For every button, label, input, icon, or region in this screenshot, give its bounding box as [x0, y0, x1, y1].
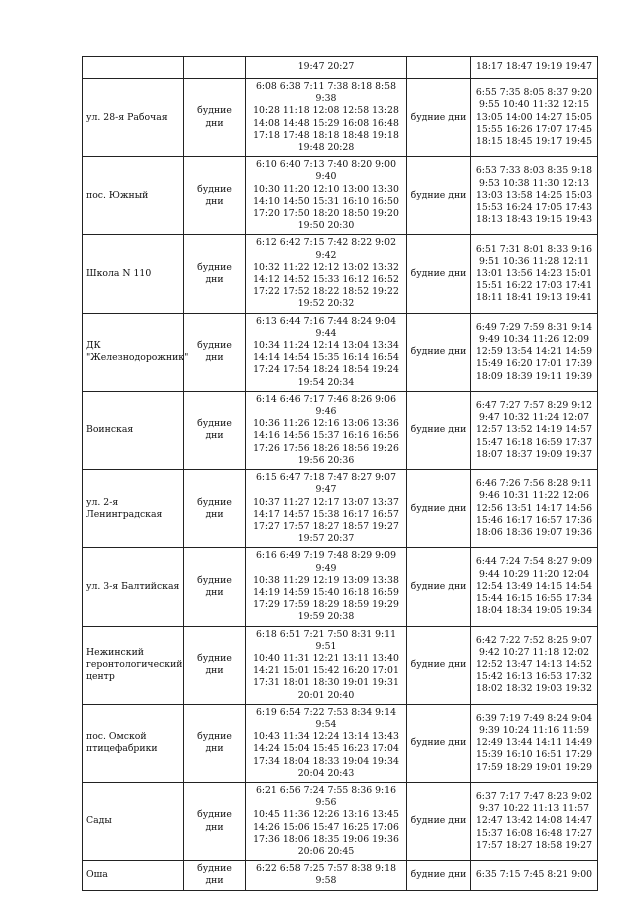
stop-name-cell: Оша [83, 861, 184, 890]
stop-name-cell: пос. Южный [83, 157, 184, 235]
schedule-body [83, 57, 598, 891]
table-row [83, 57, 598, 79]
departure-times-cell: 6:13 6:44 7:16 7:44 8:24 9:04 9:44 10:34 11:24 12:14 13:04 13:34 14:14 14:54 15:35 16:14 16:54 17:24 17:54 18:24 18:54 19:24 19:54 20:34 [246, 313, 407, 391]
day-type-cell: будние дни [407, 626, 471, 704]
day-type-cell: будние дни [184, 79, 246, 157]
departure-times-cell: 6:15 6:47 7:18 7:47 8:27 9:07 9:47 10:37 11:27 12:17 13:07 13:37 14:17 14:57 15:38 16:17 16:57 17:27 17:57 18:27 18:57 19:27 19:57 20:37 [246, 470, 407, 548]
return-times-cell: 6:44 7:24 7:54 8:27 9:09 9:44 10:29 11:20 12:04 12:54 13:49 14:15 14:54 15:44 16:15 16:55 17:34 18:04 18:34 19:05 19:34 [471, 548, 598, 626]
stop-name-cell: Воинская [83, 391, 184, 469]
stop-name-cell: пос. Омской птицефабрики [83, 704, 184, 782]
bus-schedule-table [82, 56, 598, 891]
return-times-cell: 6:35 7:15 7:45 8:21 9:00 [471, 861, 598, 890]
departure-times-cell: 19:47 20:27 [246, 57, 407, 79]
departure-times-cell: 6:12 6:42 7:15 7:42 8:22 9:02 9:42 10:32 11:22 12:12 13:02 13:32 14:12 14:52 15:33 16:12 16:52 17:22 17:52 18:22 18:52 19:22 19:52 20:32 [246, 235, 407, 313]
table-row [83, 704, 598, 782]
table-row [83, 470, 598, 548]
day-type-cell: будние дни [407, 548, 471, 626]
day-type-cell: будние дни [184, 313, 246, 391]
day-type-cell: будние дни [407, 391, 471, 469]
day-type-cell: будние дни [407, 157, 471, 235]
table-row [83, 235, 598, 313]
day-type-cell: будние дни [184, 861, 246, 890]
day-type-cell: будние дни [184, 548, 246, 626]
day-type-cell: будние дни [184, 157, 246, 235]
day-type-cell: будние дни [184, 391, 246, 469]
day-type-cell: будние дни [184, 470, 246, 548]
departure-times-cell: 6:14 6:46 7:17 7:46 8:26 9:06 9:46 10:36 11:26 12:16 13:06 13:36 14:16 14:56 15:37 16:16 16:56 17:26 17:56 18:26 18:56 19:26 19:56 20:36 [246, 391, 407, 469]
stop-name-cell: Нежинский геронтологический центр [83, 626, 184, 704]
day-type-cell: будние дни [407, 782, 471, 860]
table-row [83, 79, 598, 157]
return-times-cell: 6:46 7:26 7:56 8:28 9:11 9:46 10:31 11:22 12:06 12:56 13:51 14:17 14:56 15:46 16:17 16:57 17:36 18:06 18:36 19:07 19:36 [471, 470, 598, 548]
stop-name-cell: Школа N 110 [83, 235, 184, 313]
stop-name-cell: ул. 3-я Балтийская [83, 548, 184, 626]
departure-times-cell: 6:10 6:40 7:13 7:40 8:20 9:00 9:40 10:30 11:20 12:10 13:00 13:30 14:10 14:50 15:31 16:10 16:50 17:20 17:50 18:20 18:50 19:20 19:50 20:30 [246, 157, 407, 235]
table-row [83, 313, 598, 391]
departure-times-cell: 6:19 6:54 7:22 7:53 8:34 9:14 9:54 10:43 11:34 12:24 13:14 13:43 14:24 15:04 15:45 16:23 17:04 17:34 18:04 18:33 19:04 19:34 20:04 20:43 [246, 704, 407, 782]
table-row [83, 861, 598, 890]
return-times-cell: 18:17 18:47 19:19 19:47 [471, 57, 598, 79]
day-type-cell: будние дни [184, 782, 246, 860]
return-times-cell: 6:49 7:29 7:59 8:31 9:14 9:49 10:34 11:26 12:09 12:59 13:54 14:21 14:59 15:49 16:20 17:01 17:39 18:09 18:39 19:11 19:39 [471, 313, 598, 391]
day-type-cell: будние дни [184, 235, 246, 313]
day-type-cell: будние дни [407, 704, 471, 782]
departure-times-cell: 6:22 6:58 7:25 7:57 8:38 9:18 9:58 [246, 861, 407, 890]
table-row [83, 157, 598, 235]
table-row [83, 626, 598, 704]
table-row [83, 391, 598, 469]
return-times-cell: 6:47 7:27 7:57 8:29 9:12 9:47 10:32 11:24 12:07 12:57 13:52 14:19 14:57 15:47 16:18 16:59 17:37 18:07 18:37 19:09 19:37 [471, 391, 598, 469]
day-type-cell: будние дни [407, 235, 471, 313]
return-times-cell: 6:53 7:33 8:03 8:35 9:18 9:53 10:38 11:30 12:13 13:03 13:58 14:25 15:03 15:53 16:24 17:05 17:43 18:13 18:43 19:15 19:43 [471, 157, 598, 235]
day-type-cell: будние дни [184, 704, 246, 782]
return-times-cell: 6:51 7:31 8:01 8:33 9:16 9:51 10:36 11:28 12:11 13:01 13:56 14:23 15:01 15:51 16:22 17:03 17:41 18:11 18:41 19:13 19:41 [471, 235, 598, 313]
departure-times-cell: 6:16 6:49 7:19 7:48 8:29 9:09 9:49 10:38 11:29 12:19 13:09 13:38 14:19 14:59 15:40 16:18 16:59 17:29 17:59 18:29 18:59 19:29 19:59 20:38 [246, 548, 407, 626]
day-type-cell [407, 57, 471, 79]
stop-name-cell [83, 57, 184, 79]
day-type-cell: будние дни [407, 470, 471, 548]
return-times-cell: 6:55 7:35 8:05 8:37 9:20 9:55 10:40 11:32 12:15 13:05 14:00 14:27 15:05 15:55 16:26 17:07 17:45 18:15 18:45 19:17 19:45 [471, 79, 598, 157]
table-row [83, 548, 598, 626]
day-type-cell: будние дни [407, 861, 471, 890]
departure-times-cell: 6:18 6:51 7:21 7:50 8:31 9:11 9:51 10:40 11:31 12:21 13:11 13:40 14:21 15:01 15:42 16:20 17:01 17:31 18:01 18:30 19:01 19:31 20:01 20:40 [246, 626, 407, 704]
day-type-cell: будние дни [184, 626, 246, 704]
day-type-cell: будние дни [407, 79, 471, 157]
departure-times-cell: 6:08 6:38 7:11 7:38 8:18 8:58 9:38 10:28 11:18 12:08 12:58 13:28 14:08 14:48 15:29 16:08 16:48 17:18 17:48 18:18 18:48 19:18 19:48 20:28 [246, 79, 407, 157]
departure-times-cell: 6:21 6:56 7:24 7:55 8:36 9:16 9:56 10:45 11:36 12:26 13:16 13:45 14:26 15:06 15:47 16:25 17:06 17:36 18:06 18:35 19:06 19:36 20:06 20:45 [246, 782, 407, 860]
table-row [83, 782, 598, 860]
stop-name-cell: ДК "Железнодорожник" [83, 313, 184, 391]
return-times-cell: 6:39 7:19 7:49 8:24 9:04 9:39 10:24 11:16 11:59 12:49 13:44 14:11 14:49 15:39 16:10 16:51 17:29 17:59 18:29 19:01 19:29 [471, 704, 598, 782]
return-times-cell: 6:37 7:17 7:47 8:23 9:02 9:37 10:22 11:13 11:57 12:47 13:42 14:08 14:47 15:37 16:08 16:48 17:27 17:57 18:27 18:58 19:27 [471, 782, 598, 860]
stop-name-cell: ул. 2-я Ленинградская [83, 470, 184, 548]
stop-name-cell: ул. 28-я Рабочая [83, 79, 184, 157]
day-type-cell [184, 57, 246, 79]
day-type-cell: будние дни [407, 313, 471, 391]
stop-name-cell: Сады [83, 782, 184, 860]
return-times-cell: 6:42 7:22 7:52 8:25 9:07 9:42 10:27 11:18 12:02 12:52 13:47 14:13 14:52 15:42 16:13 16:53 17:32 18:02 18:32 19:03 19:32 [471, 626, 598, 704]
